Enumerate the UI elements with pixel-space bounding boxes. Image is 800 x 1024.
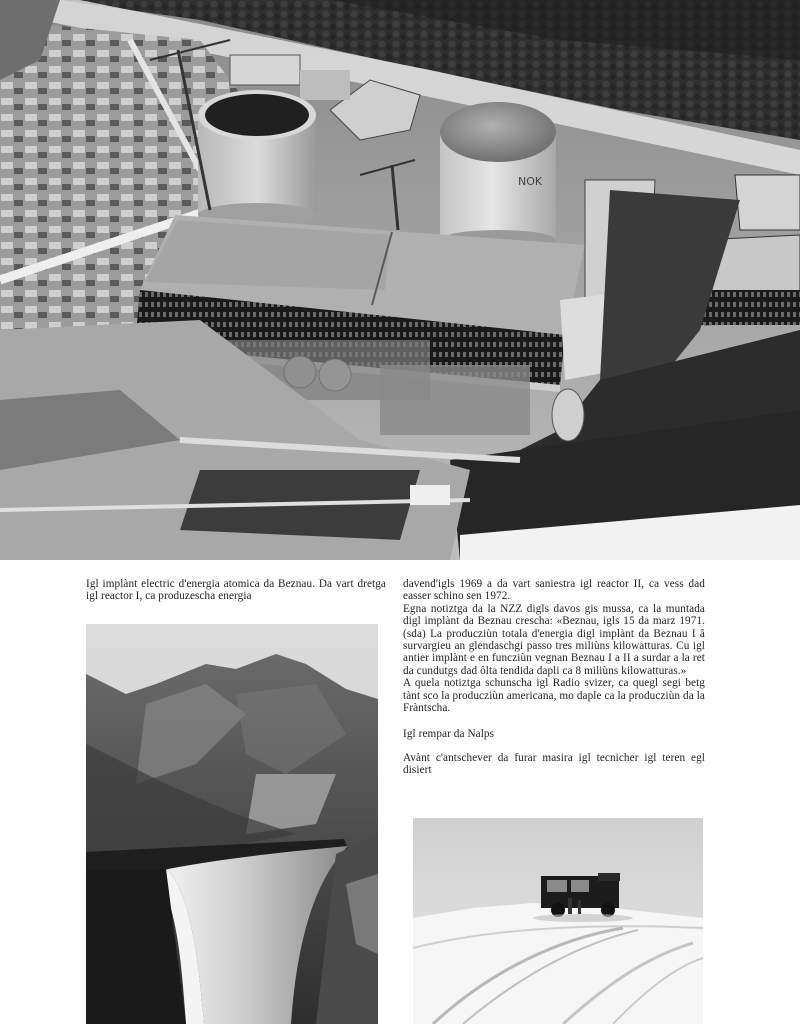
dam-photo [86,624,378,1024]
article-paragraph: Avànt c'antschever da furar masira igl tecnicher igl teren egl disiert [403,751,705,777]
article-paragraph: Egna notiztga da la NZZ digls davos gis mussa, ca la muntada digl implànt da Beznau crescha: «Beznau, igls 15 da marz 1971. (sda) La producziùn totala d'energia digl implànt da Beznau I â survargieu an glendaschgi passo tres miliùns kilowatturas. Cu igl antier implànt e en funcziùn vegnan Beznau I a II a surdar a la ret da cundutgs dad ôlta tendida dapli ca 8 miliùns kilowatturas.» [403,602,705,677]
section-heading: Igl rempar da Nalps [403,728,495,741]
jeep-snow-photo [413,818,703,1024]
article-column [403,578,705,777]
article-paragraph: davend'igls 1969 a da vart saniestra igl reactor II, ca vess dad easser schino sen 1972. [403,578,705,603]
article-paragraph: A quela notiztga schunscha igl Radio svizer, ca quegl segi betg tànt sco la producziùn americana, mo daple ca la producziùn da la Fràntscha. [403,677,705,715]
dome-lettering: NOK [518,175,543,188]
jeep-vehicle [541,873,620,917]
photo-caption: Igl implànt electric d'energia atomica da Beznau. Da vart dretga igl reactor I, ca produzescha energia [86,578,386,603]
